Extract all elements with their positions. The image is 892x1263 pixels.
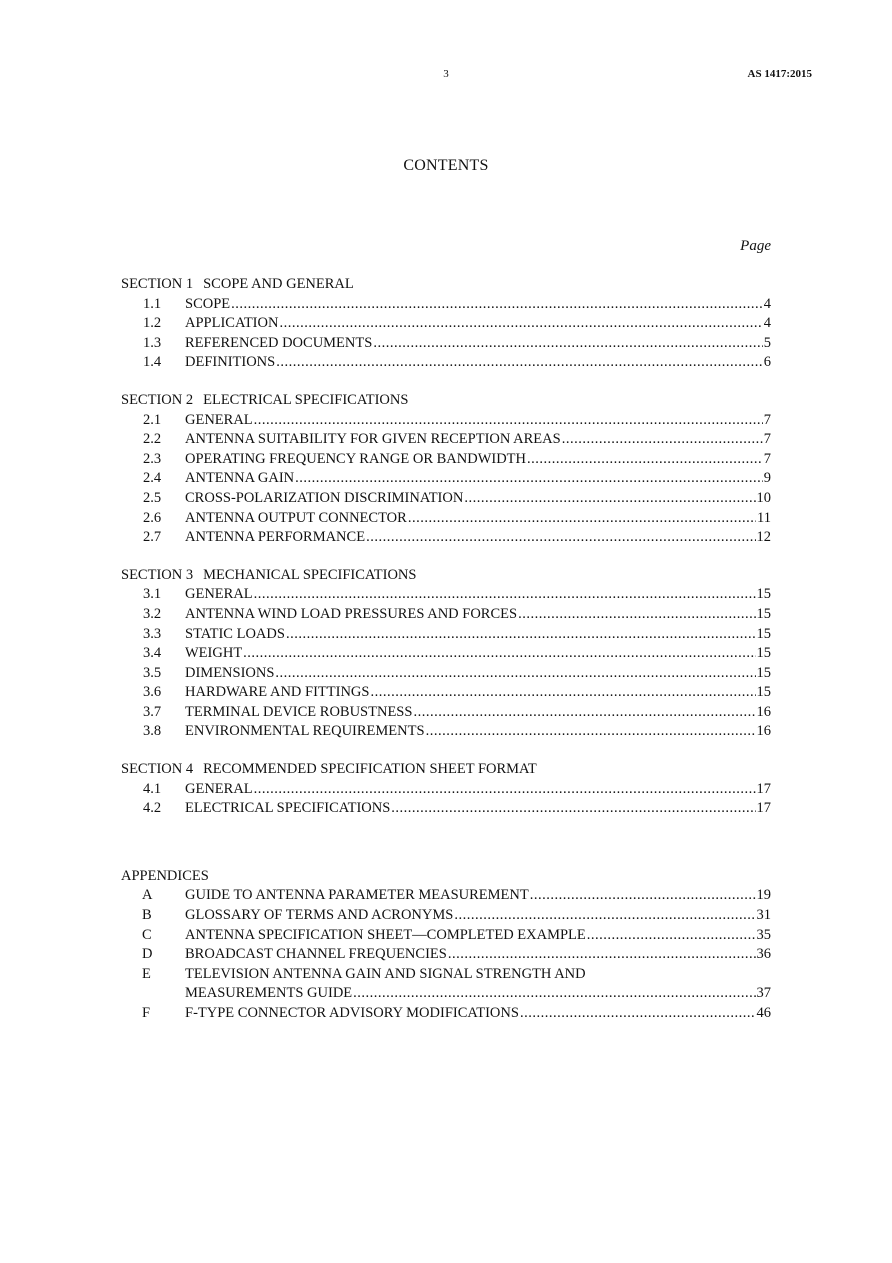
dot-leader	[527, 450, 763, 470]
toc-section	[121, 391, 771, 548]
entry-page-number: 17	[756, 780, 771, 797]
entry-page-number: 15	[756, 625, 771, 642]
entry-title: GENERAL	[185, 586, 253, 603]
dot-leader	[426, 722, 756, 742]
entry-title: GENERAL	[185, 411, 253, 428]
section-title: RECOMMENDED SPECIFICATION SHEET FORMAT	[203, 761, 537, 778]
toc-entry[interactable]	[121, 965, 771, 985]
entry-title-continued: MEASUREMENTS GUIDE	[185, 985, 353, 1002]
dot-leader	[530, 886, 756, 906]
toc-entry[interactable]	[121, 334, 771, 354]
entry-number: 4.2	[143, 800, 162, 817]
toc-entry[interactable]	[121, 353, 771, 373]
entry-number: 2.7	[143, 529, 162, 546]
entry-letter: F	[142, 1005, 151, 1021]
entry-page-number: 4	[763, 295, 771, 312]
section-heading	[121, 275, 771, 295]
entry-page-number: 5	[763, 334, 771, 351]
entry-title: DEFINITIONS	[185, 354, 276, 371]
toc-entry[interactable]	[121, 489, 771, 509]
entry-number: 2.4	[143, 470, 162, 487]
entry-number: 3.3	[143, 625, 162, 642]
entry-number: 2.5	[143, 489, 162, 506]
section-title: MECHANICAL SPECIFICATIONS	[203, 566, 417, 583]
entry-number: 2.2	[143, 431, 162, 448]
entry-title: ELECTRICAL SPECIFICATIONS	[185, 800, 391, 817]
entry-page-number: 15	[756, 664, 771, 681]
entry-title: ANTENNA GAIN	[185, 470, 295, 487]
dot-leader	[231, 295, 763, 315]
toc-entry[interactable]	[121, 450, 771, 470]
section-title: SCOPE AND GENERAL	[203, 276, 354, 292]
entry-title: DIMENSIONS	[185, 664, 275, 681]
toc-section	[121, 566, 771, 742]
dot-leader	[518, 605, 755, 625]
section-title: ELECTRICAL SPECIFICATIONS	[203, 391, 409, 408]
standard-identifier: AS 1417:2015	[747, 68, 812, 80]
dot-leader	[286, 625, 756, 645]
section-heading	[121, 566, 771, 586]
entry-title: HARDWARE AND FITTINGS	[185, 684, 370, 701]
appendices-heading	[121, 867, 771, 887]
dot-leader	[520, 1004, 756, 1024]
entry-title: REFERENCED DOCUMENTS	[185, 334, 373, 351]
section-heading	[121, 760, 771, 780]
toc-section	[121, 760, 771, 819]
section-spacer	[121, 742, 771, 760]
entry-title: ANTENNA OUTPUT CONNECTOR	[185, 509, 407, 526]
page-column-label: Page	[740, 238, 771, 254]
dot-leader	[464, 489, 755, 509]
toc-entry[interactable]	[121, 780, 771, 800]
entry-letter: A	[142, 887, 153, 904]
entry-title: F-TYPE CONNECTOR ADVISORY MODIFICATIONS	[185, 1005, 519, 1021]
section-spacer	[121, 373, 771, 391]
entry-number: 2.6	[143, 509, 162, 526]
toc-entry[interactable]	[121, 528, 771, 548]
dot-leader	[413, 703, 755, 723]
entry-page-number: 35	[756, 926, 771, 943]
entry-page-number: 46	[756, 1005, 771, 1021]
section-heading	[121, 391, 771, 411]
entry-title: GLOSSARY OF TERMS AND ACRONYMS	[185, 907, 454, 924]
dot-leader	[448, 945, 756, 965]
toc-entry[interactable]	[121, 799, 771, 819]
dot-leader	[353, 984, 755, 1004]
entry-title: ANTENNA PERFORMANCE	[185, 529, 366, 546]
toc-entry[interactable]	[121, 722, 771, 742]
section-spacer	[121, 548, 771, 566]
entry-page-number: 16	[756, 723, 771, 740]
dot-leader	[254, 585, 756, 605]
entry-title: ENVIRONMENTAL REQUIREMENTS	[185, 723, 425, 740]
section-label: SECTION 1	[121, 276, 194, 292]
dot-leader	[275, 664, 755, 684]
entry-number: 1.1	[143, 295, 162, 312]
entry-title: WEIGHT	[185, 645, 243, 662]
entry-page-number: 11	[757, 509, 771, 526]
entry-title: STATIC LOADS	[185, 625, 285, 642]
entry-title: SCOPE	[185, 295, 231, 312]
appendices-spacer	[121, 819, 771, 867]
dot-leader	[254, 780, 756, 800]
entry-letter: C	[142, 926, 152, 943]
entry-title: ANTENNA SUITABILITY FOR GIVEN RECEPTION AREAS	[185, 431, 561, 448]
entry-number: 1.2	[143, 315, 162, 332]
dot-leader	[587, 926, 756, 946]
entry-number: 3.6	[143, 684, 162, 701]
dot-leader	[370, 683, 755, 703]
entry-number: 3.1	[143, 586, 162, 603]
toc-entry[interactable]	[121, 411, 771, 431]
entry-page-number: 4	[763, 315, 771, 332]
entry-number: 1.3	[143, 334, 162, 351]
toc-entry[interactable]	[121, 295, 771, 315]
section-label: SECTION 2	[121, 391, 194, 408]
entry-title: OPERATING FREQUENCY RANGE OR BANDWIDTH	[185, 450, 527, 467]
toc-entry[interactable]	[121, 703, 771, 723]
toc-entry[interactable]	[121, 1004, 771, 1024]
entry-page-number: 16	[756, 703, 771, 720]
dot-leader	[295, 469, 763, 489]
entry-page-number: 36	[756, 946, 771, 963]
entry-page-number: 15	[756, 645, 771, 662]
entry-title: BROADCAST CHANNEL FREQUENCIES	[185, 946, 447, 963]
dot-leader	[408, 509, 756, 529]
toc-entry[interactable]	[121, 886, 771, 906]
entry-title: GENERAL	[185, 780, 253, 797]
toc-entry[interactable]	[121, 509, 771, 529]
toc-entry[interactable]	[121, 605, 771, 625]
toc-entry[interactable]	[121, 625, 771, 645]
toc-entry[interactable]	[121, 664, 771, 684]
dot-leader	[254, 411, 763, 431]
toc-entry[interactable]	[121, 585, 771, 605]
entry-title: ANTENNA WIND LOAD PRESSURES AND FORCES	[185, 605, 518, 622]
entry-page-number: 15	[756, 684, 771, 701]
entry-number: 3.2	[143, 605, 162, 622]
appendices-label: APPENDICES	[121, 867, 209, 884]
entry-letter: D	[142, 946, 153, 963]
toc-entry[interactable]	[121, 945, 771, 965]
entry-page-number: 7	[763, 411, 771, 428]
toc-section	[121, 275, 771, 373]
entry-page-number: 10	[756, 489, 771, 506]
page-title: CONTENTS	[403, 157, 489, 174]
toc-entry[interactable]	[121, 683, 771, 703]
toc-entry[interactable]	[121, 469, 771, 489]
table-of-contents	[121, 275, 771, 1024]
toc-appendices	[121, 867, 771, 1024]
entry-title: TELEVISION ANTENNA GAIN AND SIGNAL STRENGTH AND	[185, 965, 586, 982]
toc-entry[interactable]	[121, 926, 771, 946]
entry-letter: B	[142, 907, 152, 924]
entry-number: 3.7	[143, 703, 162, 720]
entry-page-number: 6	[763, 354, 771, 371]
entry-page-number: 17	[756, 800, 771, 817]
entry-number: 2.3	[143, 450, 162, 467]
toc-entry[interactable]	[121, 314, 771, 334]
dot-leader	[373, 334, 762, 354]
dot-leader	[562, 430, 763, 450]
entry-title: TERMINAL DEVICE ROBUSTNESS	[185, 703, 413, 720]
entry-number: 3.5	[143, 664, 162, 681]
dot-leader	[279, 314, 762, 334]
toc-entry[interactable]	[121, 906, 771, 926]
dot-leader	[366, 528, 755, 548]
dot-leader	[391, 799, 755, 819]
entry-page-number: 7	[763, 431, 771, 448]
dot-leader	[276, 353, 763, 373]
entry-page-number: 37	[756, 985, 771, 1002]
section-label: SECTION 3	[121, 566, 194, 583]
entry-number: 3.4	[143, 645, 162, 662]
dot-leader	[454, 906, 755, 926]
section-label: SECTION 4	[121, 761, 194, 778]
entry-title: GUIDE TO ANTENNA PARAMETER MEASUREMENT	[185, 887, 529, 904]
entry-page-number: 7	[763, 450, 771, 467]
entry-number: 3.8	[143, 723, 162, 740]
entry-title: APPLICATION	[185, 315, 279, 332]
entry-number: 2.1	[143, 411, 162, 428]
entry-page-number: 15	[756, 586, 771, 603]
entry-page-number: 12	[756, 529, 771, 546]
entry-number: 1.4	[143, 354, 162, 371]
entry-letter: E	[142, 965, 151, 982]
entry-page-number: 15	[756, 605, 771, 622]
toc-entry[interactable]	[121, 430, 771, 450]
entry-title: ANTENNA SPECIFICATION SHEET—COMPLETED EXAMPLE	[185, 926, 586, 943]
dot-leader	[243, 644, 755, 664]
entry-page-number: 19	[756, 887, 771, 904]
page-number: 3	[443, 68, 449, 80]
entry-page-number: 9	[763, 470, 771, 487]
entry-page-number: 31	[756, 907, 771, 924]
entry-number: 4.1	[143, 780, 162, 797]
toc-entry-continuation[interactable]	[121, 984, 771, 1004]
entry-title: CROSS-POLARIZATION DISCRIMINATION	[185, 489, 464, 506]
toc-entry[interactable]	[121, 644, 771, 664]
